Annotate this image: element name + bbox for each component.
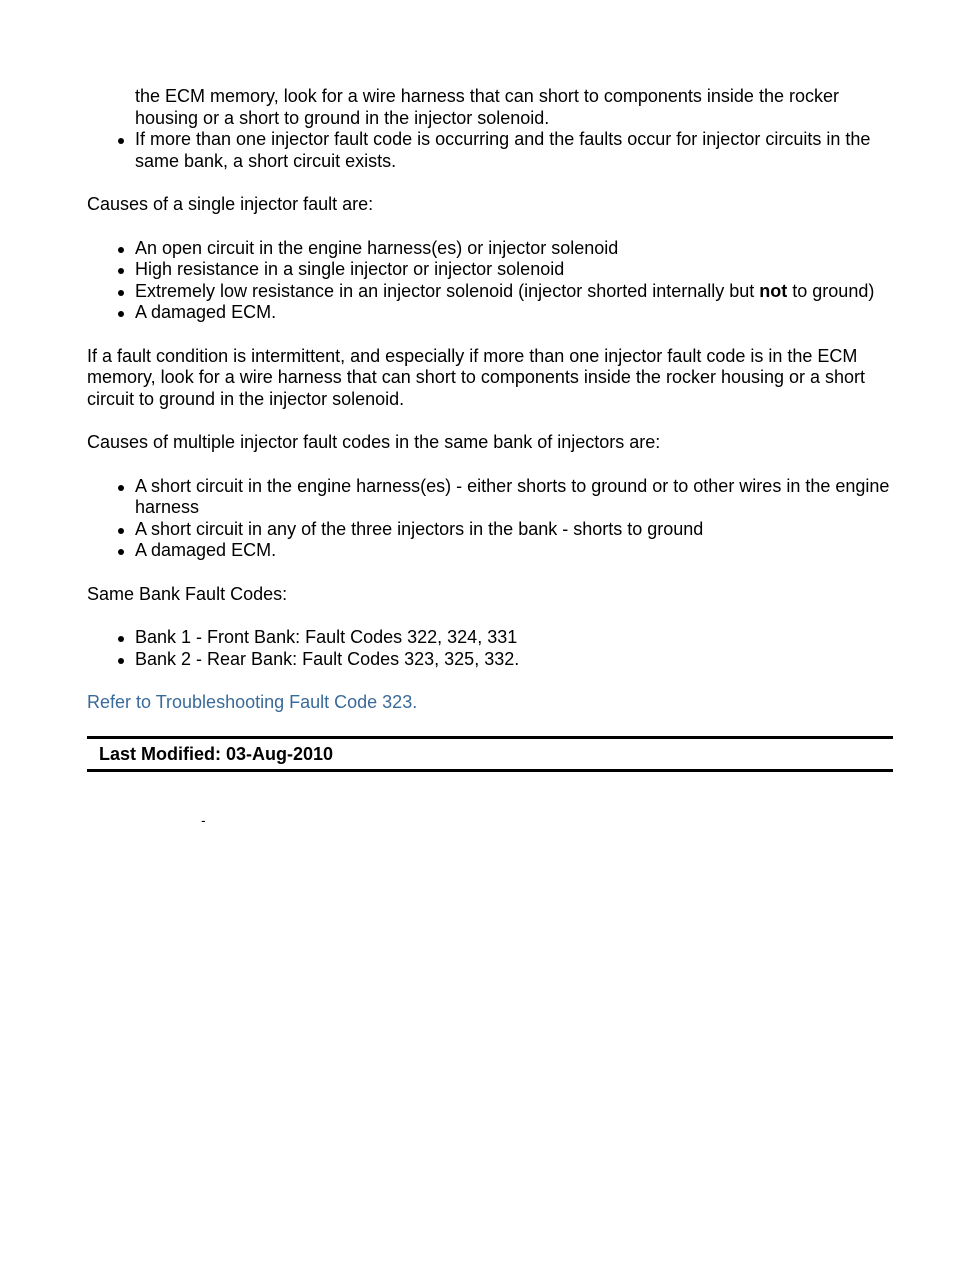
list-item: An open circuit in the engine harness(es) or injector solenoid [135,238,893,260]
list-item: A damaged ECM. [135,540,893,562]
bank-list [87,627,893,670]
multiple-fault-list [87,476,893,562]
list-item: A short circuit in the engine harness(es) - either shorts to ground or to other wires in the engine harness [135,476,893,519]
list-item-text: to ground) [787,280,875,301]
top-bullet-list [87,86,893,172]
single-fault-heading: Causes of a single injector fault are: [87,194,374,214]
list-item [135,281,893,303]
list-item: Bank 2 - Rear Bank: Fault Codes 323, 325, 332. [135,649,893,671]
bank-heading: Same Bank Fault Codes: [87,583,288,604]
list-item: Bank 1 - Front Bank: Fault Codes 322, 324, 331 [135,627,893,649]
list-item: A damaged ECM. [135,302,893,324]
document-page [87,86,893,772]
single-fault-list [87,238,893,324]
last-modified-text: Last Modified: 03-Aug-2010 [99,743,334,764]
list-item-text: Extremely low resistance in an injector solenoid (injector shorted internally but [135,280,760,301]
list-item: High resistance in a single injector or injector solenoid [135,259,893,281]
list-item: If more than one injector fault code is occurring and the faults occur for injector circuits in the same bank, a short circuit exists. [135,129,893,172]
multiple-fault-heading: Causes of multiple injector fault codes in the same bank of injectors are: [87,432,661,452]
bold-emphasis: not [759,280,788,301]
list-item-continued: the ECM memory, look for a wire harness that can short to components inside the rocker housing or a short to ground in the injector solenoid. [135,86,839,128]
last-modified-bar [87,736,893,773]
intermittent-paragraph: If a fault condition is intermittent, and especially if more than one injector fault code is in the ECM memory, look for a wire harness that can short to components inside the rocker housing or a short circuit to ground in the injector solenoid. [87,345,866,409]
footer-dash: - [201,812,206,828]
list-item: A short circuit in any of the three injectors in the bank - shorts to ground [135,519,893,541]
refer-fault-code-link[interactable]: Refer to Troubleshooting Fault Code 323. [87,692,418,712]
